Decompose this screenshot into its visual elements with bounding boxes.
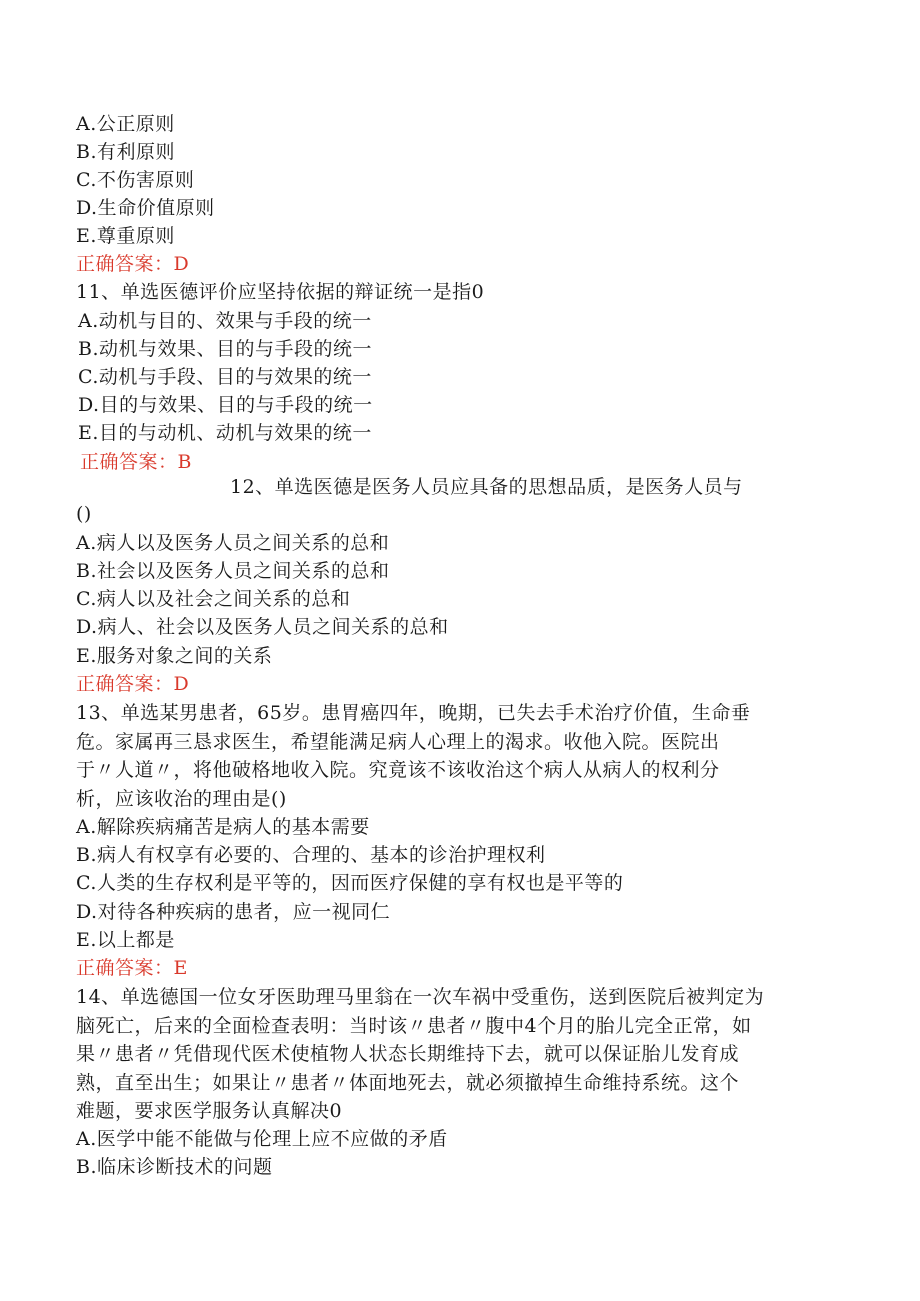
q14-option-b: B.临床诊断技术的问题 [76, 1156, 273, 1178]
q11-option-a: A.动机与目的、效果与手段的统一 [78, 310, 372, 332]
q11-answer: 正确答案：B [80, 451, 192, 473]
q13-option-b: B.病人有权享有必要的、合理的、基本的诊治护理权利 [76, 844, 546, 866]
q12-option-d: D.病人、社会以及医务人员之间关系的总和 [76, 616, 449, 638]
q14-stem-line-1: 14、单选德国一位女牙医助理马里翁在一次车祸中受重伤，送到医院后被判定为 [76, 986, 765, 1008]
q10-option-b: B.有利原则 [76, 141, 176, 163]
q10-answer: 正确答案：D [76, 253, 190, 275]
q14-stem-line-3: 果〃患者〃凭借现代医术使植物人状态长期维持下去，就可以保证胎儿发育成 [76, 1043, 740, 1065]
q12-answer: 正确答案：D [76, 673, 190, 695]
q13-stem-line-4: 析，应该收治的理由是() [76, 788, 287, 810]
q10-option-a: A.公正原则 [76, 113, 175, 135]
q11-option-b: B.动机与效果、目的与手段的统一 [78, 338, 373, 360]
q13-answer: 正确答案：E [76, 957, 188, 979]
q12-stem-line-2: () [76, 503, 92, 525]
q13-option-a: A.解除疾病痛苦是病人的基本需要 [76, 816, 370, 838]
q10-option-d: D.生命价值原则 [76, 197, 215, 219]
q13-option-e: E.以上都是 [76, 929, 175, 951]
q11-option-e: E.目的与动机、动机与效果的统一 [78, 422, 372, 444]
q13-stem-line-3: 于〃人道〃，将他破格地收入院。究竟该不该收治这个病人从病人的权利分 [76, 759, 720, 781]
q12-option-c: C.病人以及社会之间关系的总和 [76, 588, 351, 610]
q13-stem-line-1: 13、单选某男患者，65岁。患胃癌四年，晚期，已失去手术治疗价值，生命垂 [76, 702, 751, 724]
q12-option-e: E.服务对象之间的关系 [76, 645, 273, 667]
q14-stem-line-5: 难题，要求医学服务认真解决0 [76, 1100, 343, 1122]
q10-option-c: C.不伤害原则 [76, 169, 195, 191]
q11-option-d: D.目的与效果、目的与手段的统一 [78, 394, 373, 416]
q11-option-c: C.动机与手段、目的与效果的统一 [78, 366, 372, 388]
q10-option-e: E.尊重原则 [76, 225, 175, 247]
q11-stem: 11、单选医德评价应坚持依据的辩证统一是指0 [76, 281, 485, 303]
q12-option-b: B.社会以及医务人员之间关系的总和 [76, 560, 390, 582]
q13-option-d: D.对待各种疾病的患者，应一视同仁 [76, 901, 391, 923]
q14-stem-line-4: 熟，直至出生；如果让〃患者〃体面地死去，就必须撤掉生命维持系统。这个 [76, 1072, 740, 1094]
q14-option-a: A.医学中能不能做与伦理上应不应做的矛盾 [76, 1128, 448, 1150]
q12-stem-line-1: 12、单选医德是医务人员应具备的思想品质，是医务人员与 [230, 476, 743, 498]
q13-option-c: C.人类的生存权利是平等的，因而医疗保健的享有权也是平等的 [76, 872, 624, 894]
q13-stem-line-2: 危。家属再三恳求医生，希望能满足病人心理上的渴求。收他入院。医院出 [76, 731, 720, 753]
q12-option-a: A.病人以及医务人员之间关系的总和 [76, 532, 390, 554]
q14-stem-line-2: 脑死亡，后来的全面检查表明：当时该〃患者〃腹中4个月的胎儿完全正常，如 [76, 1015, 752, 1037]
